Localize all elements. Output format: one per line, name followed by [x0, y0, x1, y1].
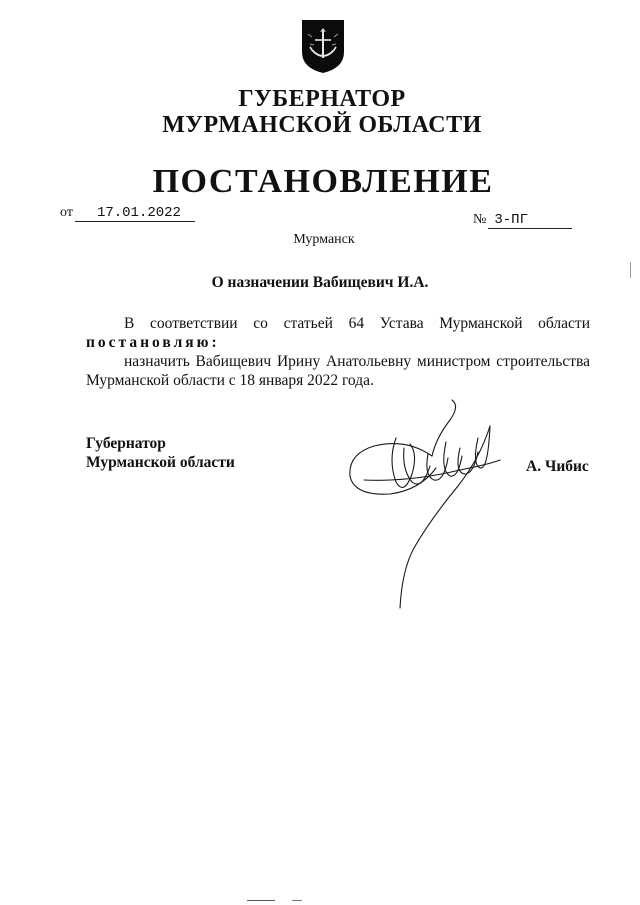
document-type-heading: ПОСТАНОВЛЕНИЕ: [152, 163, 494, 200]
coat-of-arms-emblem: [300, 18, 346, 74]
governor-title: ГУБЕРНАТОР: [238, 86, 406, 112]
date-field: [60, 205, 195, 222]
date-value: 17.01.2022: [75, 205, 195, 222]
number-field: [473, 212, 572, 229]
paragraph-appointment: [86, 352, 590, 390]
footer-mark-small: [292, 900, 302, 901]
appointment-text-line2: Мурманской области с 18 января 2022 года.: [86, 372, 374, 389]
scan-edge-mark: [630, 262, 631, 278]
paragraph-basis: [86, 314, 590, 352]
appointment-text-line1: назначить Вабищевич Ирину Анатольевну министром строительства: [124, 353, 590, 370]
footer-mark: [247, 900, 275, 901]
subject-heading: О назначении Вабищевич И.А.: [211, 274, 429, 291]
signatory-position: [86, 434, 235, 472]
resolve-word: постановляю:: [86, 334, 220, 351]
date-prefix: от: [60, 205, 73, 220]
basis-text: В соответствии со статьей 64 Устава Мурманской области: [124, 315, 590, 332]
position-line2: Мурманской области: [86, 454, 235, 471]
handwritten-signature: [340, 398, 520, 612]
city-label: Мурманск: [293, 232, 355, 247]
region-title: МУРМАНСКОЙ ОБЛАСТИ: [162, 112, 482, 138]
number-prefix: №: [473, 212, 487, 227]
signatory-name: А. Чибис: [526, 458, 589, 475]
number-value: 3-ПГ: [488, 212, 572, 229]
position-line1: Губернатор: [86, 435, 166, 452]
